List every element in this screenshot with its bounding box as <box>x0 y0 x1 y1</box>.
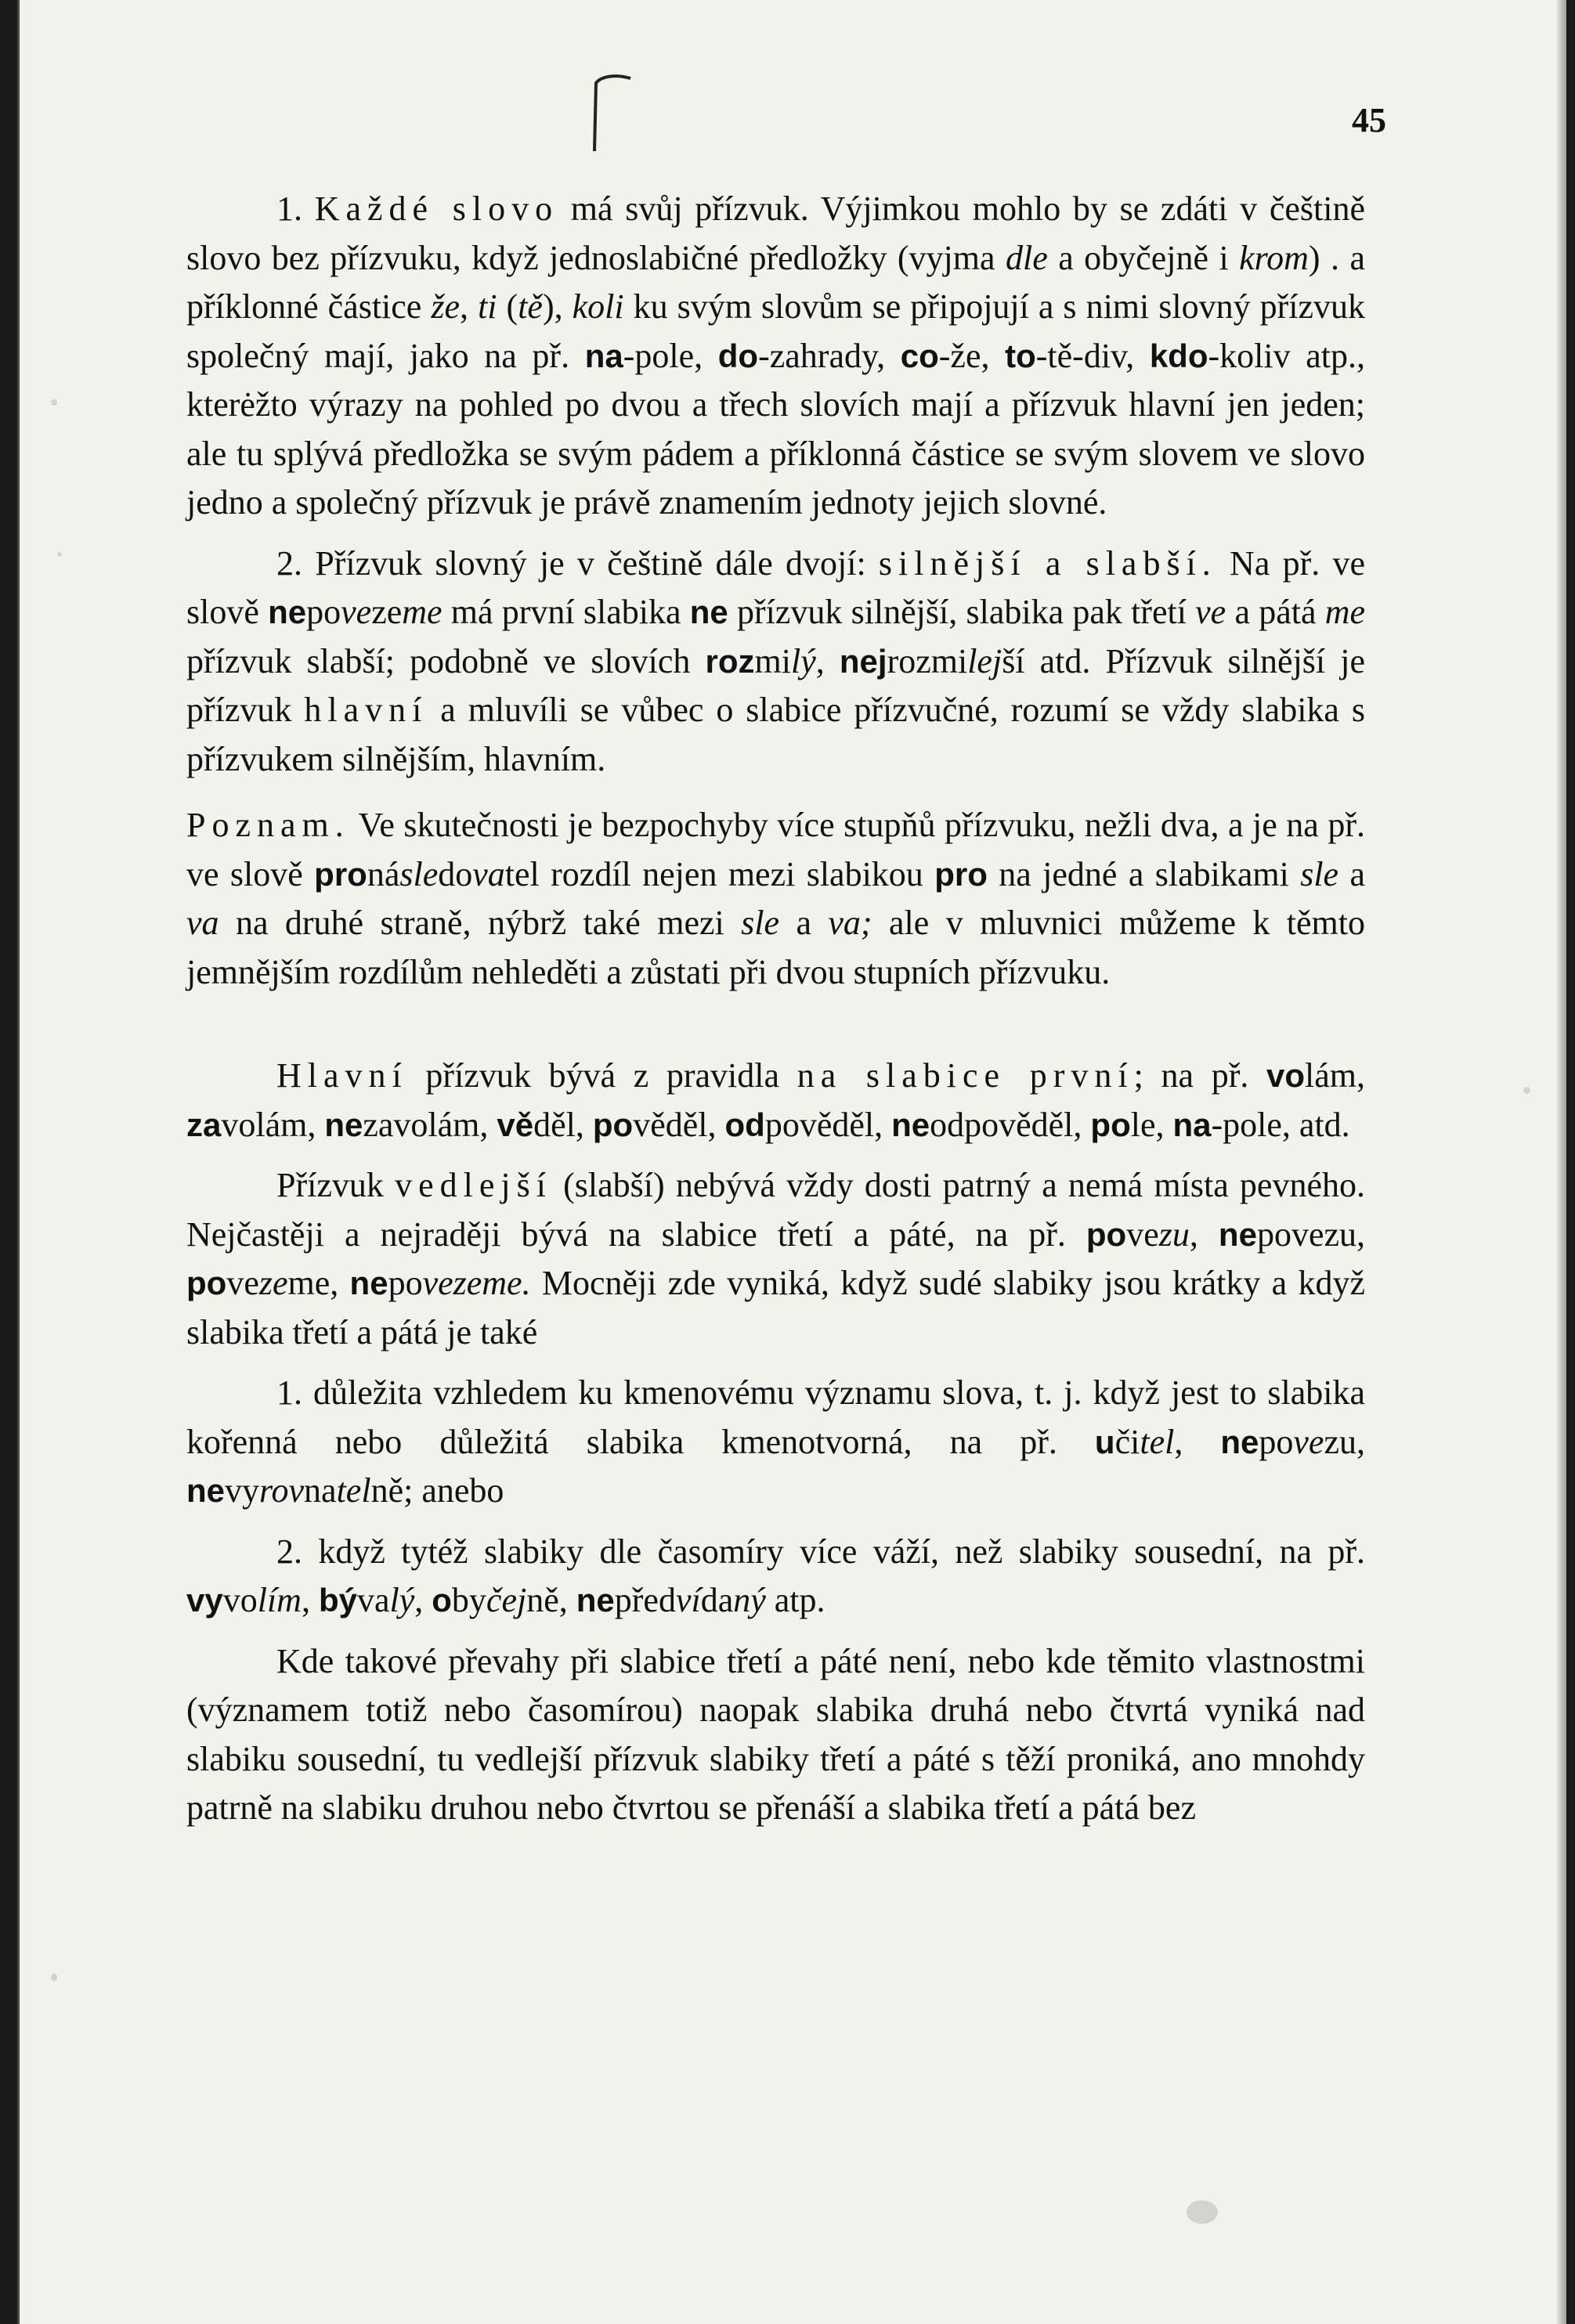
smudge <box>1187 2200 1218 2224</box>
paragraph-5: 1. důležita vzhledem ku kmenovému významu slova, t. j. když jest to slabika kořenná nebo důležitá slabika kmenotvorná, na př. učitel, nepovezu, nevyrovnatelně; anebo <box>186 1373 1365 1510</box>
paragraph-6: 2. když tytéž slabiky dle časomíry více váží, než slabiky sousední, na př. vyvolím, bývalý, obyčejně, nepředvídaný atp. <box>186 1532 1365 1619</box>
paragraph-7: Kde takové převahy při slabice třetí a páté není, nebo kde těmito vlastnostmi (významem totiž nebo časomírou) naopak slabika druhá nebo čtvrtá vyniká nad slabiku sousední, tu vedlejší přízvuk slabiky třetí a páté s těží proniká, ano mnohdy patrně na slabiku druhou nebo čtvrtou se přenáší a slabika třetí a pátá bez <box>186 1641 1365 1827</box>
main-text <box>186 185 1365 1833</box>
page-edge-shadow <box>1555 0 1566 2324</box>
paragraph-1: 1. Každé slovo má svůj přízvuk. Výjimkou mohlo by se zdáti v češtině slovo bez přízvuku, když jednoslabičné předložky (vyjma dle a obyčejně i krom) . a příklonné částice že, ti (tě), koli ku svým slovům se připojují a s nimi slovný přízvuk společný mají, jako na př. na-pole, do-zahrady, co-že, to-tě-div, kdo-koliv atp., kterėžto výrazy na pohled po dvou a třech slovích mají a přízvuk hlavní jen jeden; ale tu splývá předložka se svým pádem a příklonná částice se svým slovem ve slovo jedno a společný přízvuk je právě znamením jednoty jejich slovné. <box>186 189 1366 521</box>
paragraph-4: Přízvuk vedlejší (slabší) nebývá vždy dosti patrný a nemá místa pevného. Nejčastěji a nejraději bývá na slabice třetí a páté, na př. povezu, nepovezu, povezeme, nepovezeme. Mocněji zde vyniká, když sudé slabiky jsou krátky a když slabika třetí a pátá je také <box>186 1166 1365 1351</box>
smudge <box>51 399 57 406</box>
paragraph-note: Poznam. Ve skutečnosti je bezpochyby více stupňů přízvuku, nežli dva, a je na př. ve slově pronásledovatel rozdíl nejen mezi slabikou pro na jedné a slabikami sle a va na druhé straně, nýbrž také mezi sle a va; ale v mluvnici můžeme k těmto jemnějším rozdílům nehleděti a zůstati při dvou stupních přízvuku. <box>186 806 1366 991</box>
paragraph-3: Hlavní přízvuk bývá z pravidla na slabice první; na př. volám, zavolám, nezavolám, věděl, pověděl, odpověděl, neodpověděl, pole, na-pole, atd. <box>186 1056 1366 1144</box>
smudge <box>51 1973 57 1981</box>
book-page <box>17 0 1566 2324</box>
smudge <box>57 552 62 557</box>
paragraph-2: 2. Přízvuk slovný je v češtině dále dvojí: silnější a slabší. Na př. ve slově nepovezeme má první slabika ne přízvuk silnější, slabika pak třetí ve a pátá me přízvuk slabší; podobně ve slovích rozmilý, nejrozmilejší atd. Přízvuk silnější je přízvuk hlavní a mluvíli se vůbec o slabice přízvučné, rozumí se vždy slabika s přízvukem silnějším, hlavním. <box>186 543 1366 778</box>
page-number: 45 <box>1352 101 1386 139</box>
pencil-mark <box>583 69 646 155</box>
smudge <box>1523 1087 1530 1094</box>
